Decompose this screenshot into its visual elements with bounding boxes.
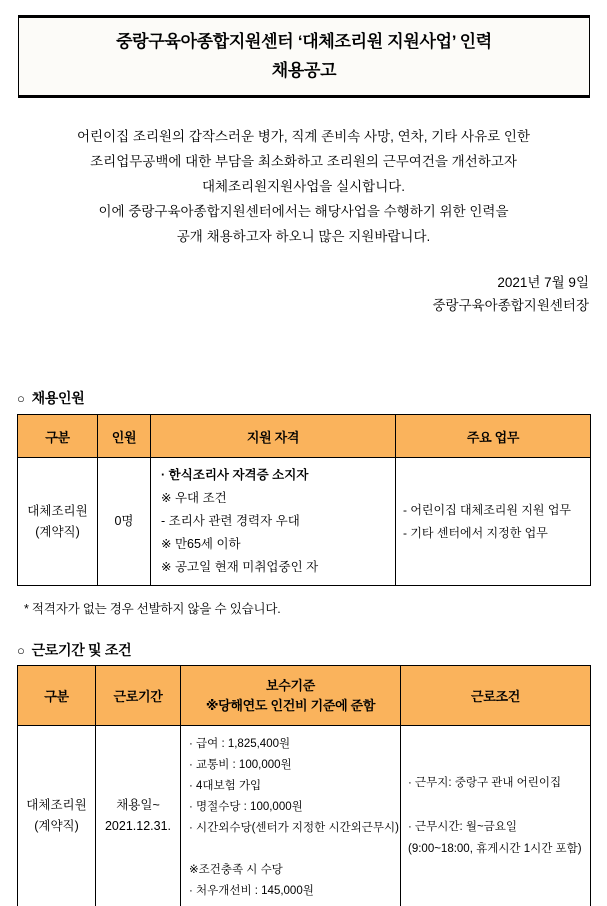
section-heading-conditions bbox=[17, 640, 607, 660]
period-line: 2021.12.31. bbox=[104, 819, 172, 833]
pay-note-line: ※조건충족 시 수당 bbox=[189, 864, 283, 876]
category-line: 대체조리원 bbox=[27, 503, 88, 518]
intro-line: 이에 중랑구육아종합지원센터에서는 해당사업을 수행하기 위한 인력을 bbox=[98, 204, 509, 219]
signature-block bbox=[0, 271, 589, 317]
circle-bullet-icon: ○ bbox=[17, 643, 25, 658]
conditions-table-header-row bbox=[18, 666, 591, 726]
column-header-work-conditions: 근로조건 bbox=[401, 666, 591, 726]
pay-line: · 4대보험 가입 bbox=[189, 780, 262, 792]
cell-work-conditions bbox=[401, 726, 591, 906]
category-line: 대체조리원 bbox=[26, 798, 87, 812]
column-header-period: 근로기간 bbox=[96, 666, 181, 726]
conditions-table-row bbox=[18, 726, 591, 906]
qualification-line: · 한식조리사 자격증 소지자 bbox=[161, 468, 309, 482]
cell-qualifications bbox=[151, 458, 396, 586]
blank-line bbox=[189, 839, 398, 860]
cell-category bbox=[18, 726, 96, 906]
section-heading-label: 근로기간 및 조건 bbox=[31, 642, 132, 658]
cell-pay bbox=[181, 726, 401, 906]
recruitment-note: * 적격자가 없는 경우 선발하지 않을 수 있습니다. bbox=[24, 602, 281, 616]
column-header-count: 인원 bbox=[98, 415, 151, 458]
work-time-line: · 근무시간: 월~금요일 bbox=[408, 821, 518, 833]
circle-bullet-icon: ○ bbox=[17, 391, 25, 406]
qualification-line: - 조리사 관련 경력자 우대 bbox=[161, 514, 300, 528]
column-header-qualification: 지원 자격 bbox=[151, 415, 396, 458]
cell-period bbox=[96, 726, 181, 906]
intro-line: 공개 채용하고자 하오니 많은 지원바랍니다. bbox=[176, 229, 431, 244]
signature-date: 2021년 7월 9일 bbox=[497, 275, 589, 290]
pay-line: · 명절수당 : 100,000원 bbox=[189, 801, 303, 813]
page-title-line-1: 중랑구육아종합지원센터 ‘대체조리원 지원사업’ 인력 bbox=[116, 32, 492, 51]
intro-line: 어린이집 조리원의 갑작스러운 병가, 직계 존비속 사망, 연차, 기타 사유로 인한 bbox=[76, 129, 531, 144]
qualification-line: ※ 우대 조건 bbox=[161, 491, 227, 505]
qualification-line: ※ 공고일 현재 미취업중인 자 bbox=[161, 560, 319, 574]
pay-line: · 교통비 : 100,000원 bbox=[189, 759, 292, 771]
intro-line: 조리업무공백에 대한 부담을 최소화하고 조리원의 근무여건을 개선하고자 bbox=[90, 154, 517, 169]
period-line: 채용일~ bbox=[116, 798, 160, 812]
qualification-line: ※ 만65세 이하 bbox=[161, 537, 241, 551]
intro-line: 대체조리원지원사업을 실시합니다. bbox=[201, 179, 406, 194]
recruitment-table-row bbox=[18, 458, 591, 586]
signature-org: 중랑구육아종합지원센터장 bbox=[432, 298, 589, 313]
cell-duties bbox=[396, 458, 591, 586]
title-box bbox=[18, 15, 590, 98]
section-heading-recruitment bbox=[17, 388, 607, 408]
work-time-detail-line: (9:00~18:00, 휴게시간 1시간 포함) bbox=[408, 843, 582, 855]
column-header-duties: 주요 업무 bbox=[396, 415, 591, 458]
page-title-line-2: 채용공고 bbox=[271, 61, 337, 80]
conditions-table bbox=[17, 665, 591, 906]
pay-line: · 시간외수당(센터가 지정한 시간외근무시) bbox=[189, 822, 399, 834]
work-place-line: · 근무지: 중랑구 관내 어린이집 bbox=[408, 777, 562, 789]
recruitment-table bbox=[17, 414, 591, 586]
section-heading-label: 채용인원 bbox=[31, 390, 85, 406]
cell-count: 0명 bbox=[98, 458, 151, 586]
blank-line bbox=[408, 794, 590, 816]
pay-header-note: ※당해연도 인건비 기준에 준함 bbox=[205, 697, 376, 713]
column-header-category: 구분 bbox=[18, 666, 96, 726]
intro-paragraph bbox=[0, 124, 607, 249]
pay-line: · 처우개선비 : 145,000원 bbox=[189, 885, 314, 897]
cell-category bbox=[18, 458, 98, 586]
column-header-pay bbox=[181, 666, 401, 726]
category-line: (계약직) bbox=[34, 819, 79, 833]
category-line: (계약직) bbox=[35, 524, 80, 539]
pay-line: · 급여 : 1,825,400원 bbox=[189, 738, 291, 750]
duty-line: - 어린이집 대체조리원 지원 업무 bbox=[403, 502, 572, 517]
column-header-category: 구분 bbox=[18, 415, 98, 458]
duty-line: - 기타 센터에서 지정한 업무 bbox=[403, 525, 548, 540]
recruitment-table-header-row bbox=[18, 415, 591, 458]
pay-header-title: 보수기준 bbox=[265, 677, 316, 693]
